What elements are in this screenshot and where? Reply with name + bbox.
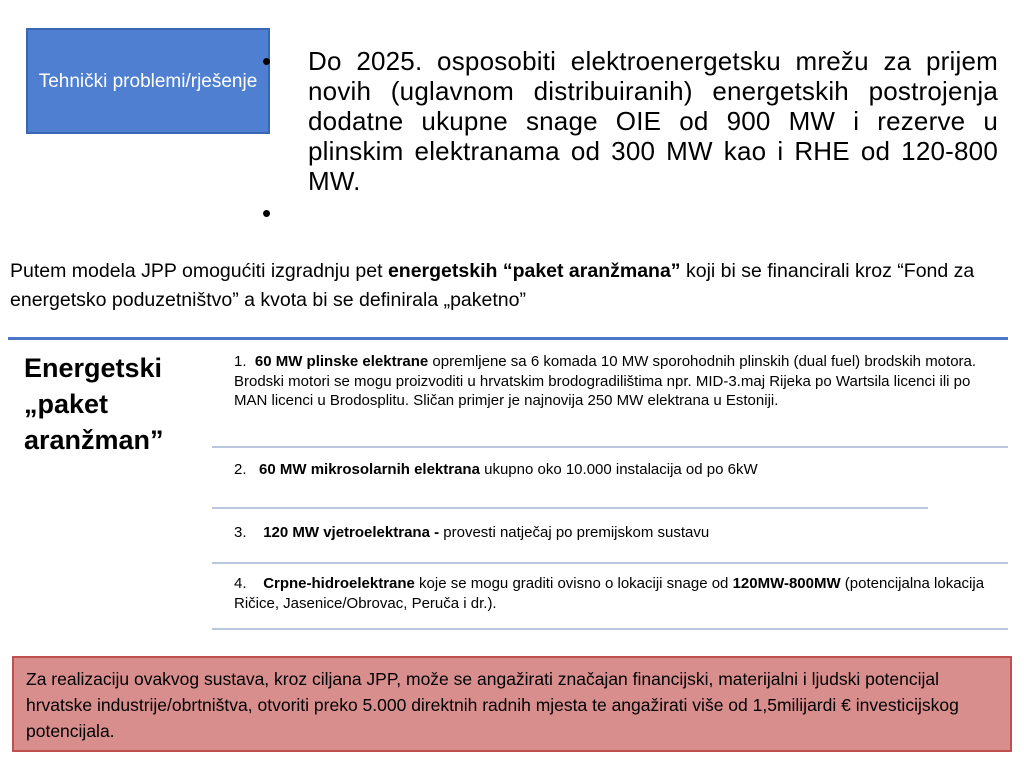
package-item-2: [234, 460, 1004, 480]
item-number: 4.: [234, 575, 247, 592]
package-item-1: [234, 352, 1004, 411]
item-text: koje se mogu graditi ovisno o lokaciji snage od: [414, 575, 733, 592]
bullet-list: [262, 46, 998, 234]
bullet-item: [262, 46, 998, 196]
intro-paragraph: [10, 257, 1010, 315]
item-text: provesti natječaj po premijskom sustavu: [439, 524, 710, 541]
conclusion-box: [12, 656, 1012, 752]
section-tag-label: Tehnički problemi/rješenje: [38, 70, 258, 92]
item-text: opremljene sa 6 komada 10 MW sporohodnih plinskih (dual fuel) brodskih motora. Brodski motori se mogu proizvoditi u hrvatskim brodogradilištima npr. MID-3.maj Rijeka po Wartsila licenci ili po MAN licenci u Brodosplitu. Sličan primjer je najnovija 250 MW elektrana u Estoniji.: [234, 353, 977, 409]
item-number: 3.: [234, 524, 247, 541]
intro-text-2: koji bi se financirali kroz “Fond za energetsko poduzetništvo” a kvota bi se definirala „paketno”: [10, 260, 975, 311]
package-item-3: [234, 523, 1004, 543]
package-title: Energetski „paket aranžman”: [24, 353, 164, 455]
section-tag: [26, 28, 270, 134]
separator-line: [8, 337, 1008, 340]
item-bold: Crpne-hidroelektrane: [263, 575, 415, 592]
item-divider: [212, 446, 1008, 448]
bullet-marker: •: [262, 46, 272, 76]
item-bold-2: 120MW-800MW: [732, 575, 841, 592]
item-divider: [212, 562, 1008, 564]
item-bold: 60 MW mikrosolarnih elektrana: [259, 461, 480, 478]
item-bold: 120 MW vjetroelektrana -: [263, 524, 440, 541]
package-item-4: [234, 574, 1004, 613]
intro-bold: energetskih “paket aranžmana”: [387, 260, 681, 282]
item-divider: [212, 628, 1008, 630]
bullet-text: Do 2025. osposobiti elektroenergetsku mrežu za prijem novih (uglavnom distribuiranih) energetskih postrojenja dodatne ukupne snage OIE od 900 MW i rezerve u plinskim elektranama od 300 MW kao i RHE od 120-800 MW.: [308, 46, 998, 196]
intro-text-1: Putem modela JPP omogućiti izgradnju pet: [10, 260, 388, 282]
item-divider: [212, 507, 928, 509]
conclusion-text: Za realizaciju ovakvog sustava, kroz ciljana JPP, može se angažirati značajan financijski, materijalni i ljudski potencijal hrvatske industrije/obrtništva, otvoriti preko 5.000 direktnih radnih mjesta te angažirati više od 1,5milijardi € investicijskog potencijala.: [26, 669, 959, 741]
item-text: ukupno oko 10.000 instalacija od po 6kW: [479, 461, 758, 478]
item-number: 2.: [234, 461, 247, 478]
item-text-2: (potencijalna lokacija Ričice, Jasenice/Obrovac, Peruča i dr.).: [234, 575, 985, 612]
bullet-item-empty: [262, 198, 998, 234]
item-bold: 60 MW plinske elektrane: [254, 353, 429, 370]
item-number: 1.: [234, 353, 247, 370]
bullet-marker: •: [262, 198, 272, 228]
